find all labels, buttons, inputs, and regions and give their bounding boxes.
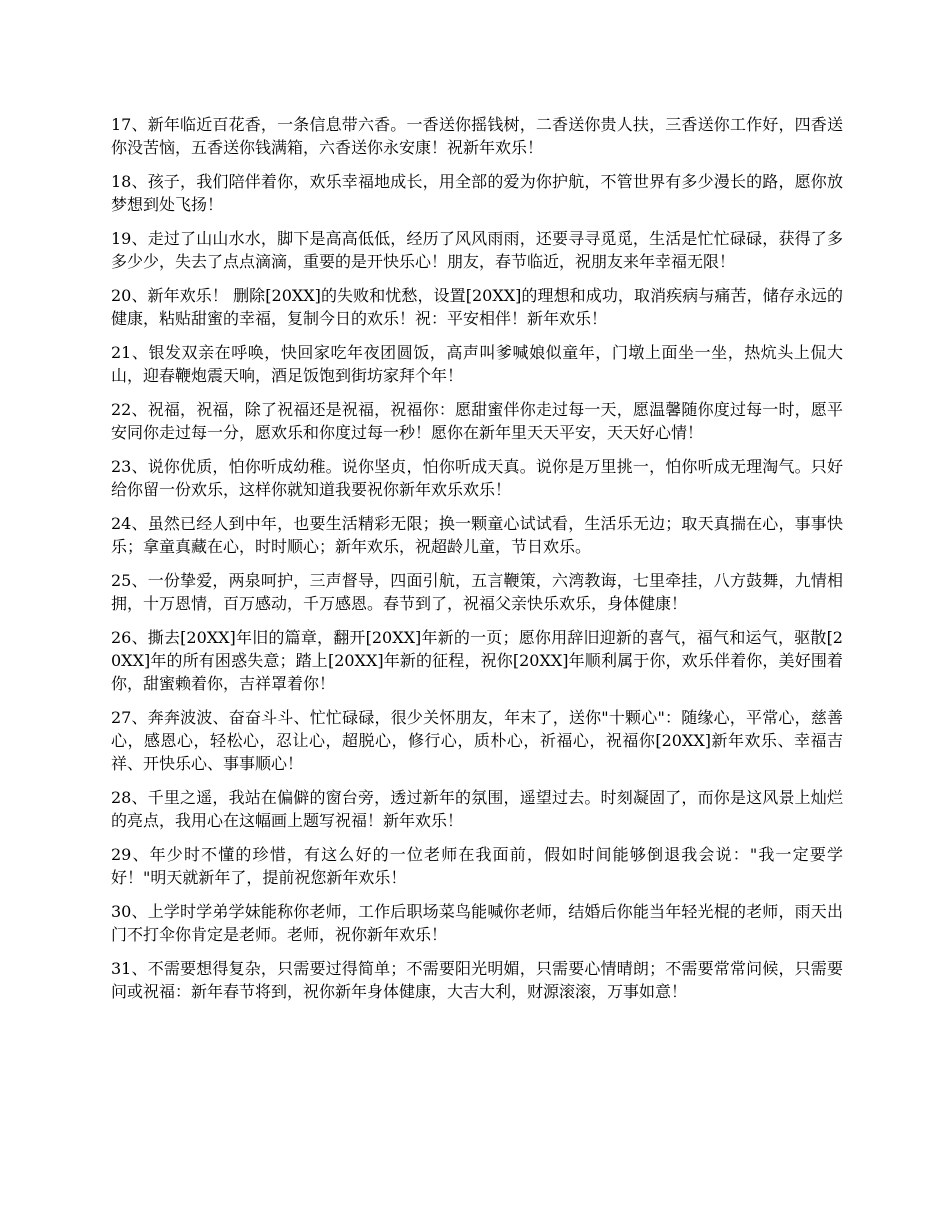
paragraph-31: 31、不需要想得复杂，只需要过得简单；不需要阳光明媚，只需要心情晴朗；不需要常常问候，只需要问或祝福：新年春节将到，祝你新年身体健康，大吉大利，财源滚滚，万事如意！ bbox=[111, 959, 843, 1001]
paragraph-30: 30、上学时学弟学妹能称你老师，工作后职场菜鸟能喊你老师，结婚后你能当年轻光棍的老师，雨天出门不打伞你肯定是老师。老师，祝你新年欢乐！ bbox=[111, 902, 843, 944]
paragraph-17: 17、新年临近百花香，一条信息带六香。一香送你摇钱树，二香送你贵人扶，三香送你工作好，四香送你没苦恼，五香送你钱满箱，六香送你永安康！祝新年欢乐！ bbox=[111, 115, 843, 157]
paragraph-20: 20、新年欢乐！ 删除[20XX]的失败和忧愁，设置[20XX]的理想和成功，取消疾病与痛苦，储存永远的健康，粘贴甜蜜的幸福，复制今日的欢乐！祝：平安相伴！新年欢乐！ bbox=[111, 286, 843, 328]
paragraph-22: 22、祝福，祝福，除了祝福还是祝福，祝福你：愿甜蜜伴你走过每一天，愿温馨随你度过每一时，愿平安同你走过每一分，愿欢乐和你度过每一秒！愿你在新年里天天平安，天天好心情！ bbox=[111, 400, 843, 442]
paragraph-23: 23、说你优质，怕你听成幼稚。说你坚贞，怕你听成天真。说你是万里挑一，怕你听成无理淘气。只好给你留一份欢乐，这样你就知道我要祝你新年欢乐欢乐！ bbox=[111, 457, 843, 499]
document-body bbox=[111, 113, 843, 1014]
paragraph-21: 21、银发双亲在呼唤，快回家吃年夜团圆饭，高声叫爹喊娘似童年，门墩上面坐一坐，热炕头上侃大山，迎春鞭炮震天响，酒足饭饱到街坊家拜个年！ bbox=[111, 343, 843, 385]
paragraph-29: 29、年少时不懂的珍惜，有这么好的一位老师在我面前，假如时间能够倒退我会说："我一定要学好！"明天就新年了，提前祝您新年欢乐！ bbox=[111, 845, 843, 887]
paragraph-27: 27、奔奔波波、奋奋斗斗、忙忙碌碌，很少关怀朋友，年末了，送你"十颗心"：随缘心，平常心，慈善心，感恩心，轻松心，忍让心，超脱心，修行心，质朴心，祈福心，祝福你[20XX]新年欢乐、幸福吉祥、开快乐心、事事顺心！ bbox=[111, 708, 843, 773]
paragraph-24: 24、虽然已经人到中年，也要生活精彩无限；换一颗童心试试看，生活乐无边；取天真揣在心，事事快乐；拿童真藏在心，时时顺心；新年欢乐，祝超龄儿童，节日欢乐。 bbox=[111, 514, 843, 556]
paragraph-26: 26、撕去[20XX]年旧的篇章，翻开[20XX]年新的一页；愿你用辞旧迎新的喜气，福气和运气，驱散[20XX]年的所有困惑失意；踏上[20XX]年新的征程，祝你[20XX]年顺利属于你，欢乐伴着你，美好围着你，甜蜜赖着你，吉祥罩着你！ bbox=[111, 628, 843, 693]
paragraph-25: 25、一份挚爱，两泉呵护，三声督导，四面引航，五言鞭策，六湾教诲，七里牵挂，八方鼓舞，九情相拥，十万恩情，百万感动，千万感恩。春节到了，祝福父亲快乐欢乐，身体健康！ bbox=[111, 571, 843, 613]
paragraph-18: 18、孩子，我们陪伴着你，欢乐幸福地成长，用全部的爱为你护航，不管世界有多少漫长的路，愿你放梦想到处飞扬！ bbox=[111, 172, 843, 214]
paragraph-19: 19、走过了山山水水，脚下是高高低低，经历了风风雨雨，还要寻寻觅觅，生活是忙忙碌碌，获得了多多少少，失去了点点滴滴，重要的是开快乐心！朋友，春节临近，祝朋友来年幸福无限！ bbox=[111, 229, 843, 271]
paragraph-28: 28、千里之遥，我站在偏僻的窗台旁，透过新年的氛围，遥望过去。时刻凝固了，而你是这风景上灿烂的亮点，我用心在这幅画上题写祝福！新年欢乐！ bbox=[111, 788, 843, 830]
